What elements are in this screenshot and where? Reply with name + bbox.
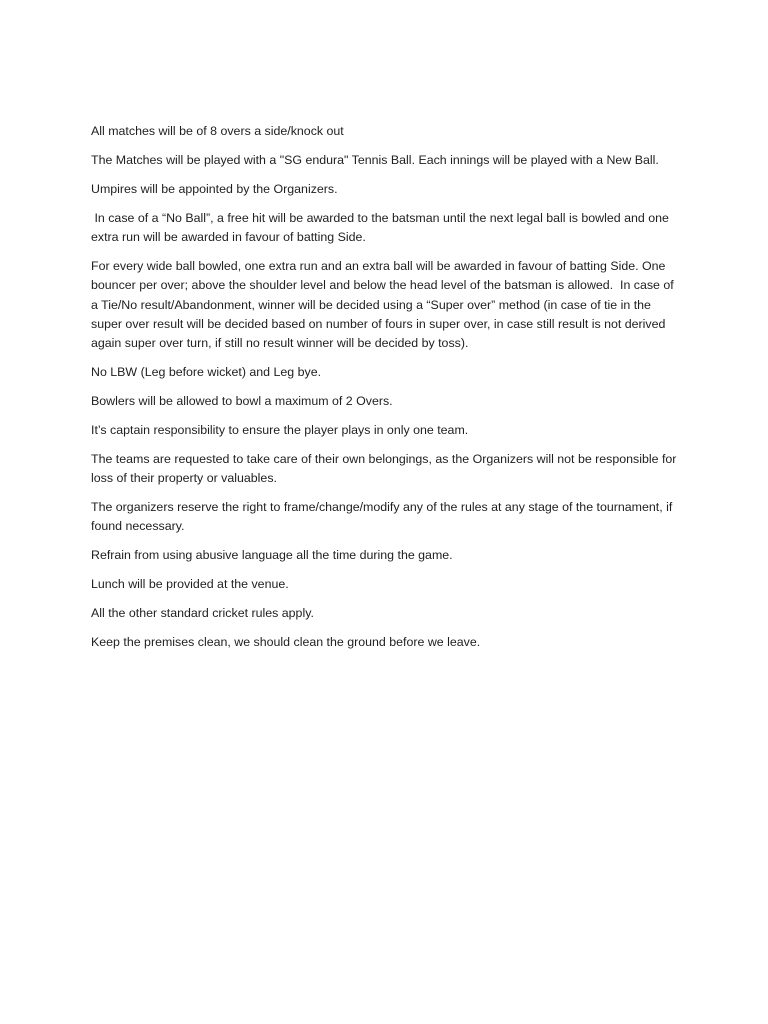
rules-text-block — [91, 122, 681, 662]
rule-ball-type: The Matches will be played with a "SG endura" Tennis Ball. Each innings will be played with a New Ball. — [91, 153, 659, 167]
rule-belongings: The teams are requested to take care of their own belongings, as the Organizers will not be responsible for loss of their property or valuables. — [91, 452, 680, 486]
rule-captain-responsibility: It’s captain responsibility to ensure the player plays in only one team. — [91, 423, 469, 438]
rule-no-abusive-language: Refrain from using abusive language all the time during the game. — [91, 548, 453, 563]
rule-lunch: Lunch will be provided at the venue. — [91, 577, 289, 592]
rule-wide-ball-and-tie: For every wide ball bowled, one extra run and an extra ball will be awarded in favour of batting Side. One bouncer per over; above the shoulder level and below the head level of the batsman is allowed. In case of a Tie/No result/Abandonment, winner will be decided using a “Super over” method (in case of tie in the super over result will be decided based on number of fours in super over, in case still result is not derived again super over turn, if still no result winner will be decided by toss). — [91, 259, 678, 351]
rule-no-ball: In case of a “No Ball”, a free hit will be awarded to the batsman until the next legal ball is bowled and one extra run will be awarded in favour of batting Side. — [91, 211, 673, 245]
rule-standard-rules: All the other standard cricket rules apply. — [91, 606, 314, 621]
rule-bowler-overs: Bowlers will be allowed to bowl a maximum of 2 Overs. — [91, 394, 393, 409]
rule-clean-premises: Keep the premises clean, we should clean the ground before we leave. — [91, 635, 481, 650]
rule-no-lbw: No LBW (Leg before wicket) and Leg bye. — [91, 365, 322, 380]
rule-umpires: Umpires will be appointed by the Organizers. — [91, 182, 338, 196]
rule-organizer-rights: The organizers reserve the right to frame/change/modify any of the rules at any stage of the tournament, if found necessary. — [91, 500, 676, 534]
rule-match-format: All matches will be of 8 overs a side/knock out — [91, 124, 344, 138]
